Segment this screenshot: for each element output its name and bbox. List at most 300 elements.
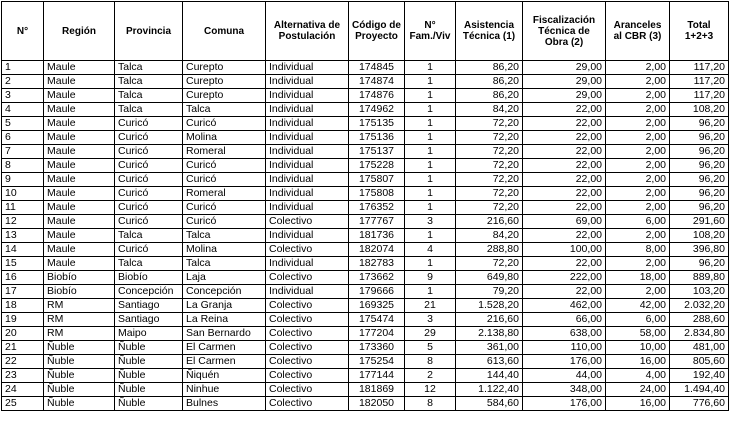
cell-technical-inspection: 29,00 xyxy=(523,61,606,75)
cell-technical-inspection: 22,00 xyxy=(523,117,606,131)
cell-commune: El Carmen xyxy=(183,341,266,355)
table-row xyxy=(2,229,729,243)
cell-technical-inspection: 22,00 xyxy=(523,159,606,173)
cell-commune: Ñiquén xyxy=(183,369,266,383)
table-row xyxy=(2,313,729,327)
cell-cbr-fees: 2,00 xyxy=(606,131,670,145)
cell-commune: Talca xyxy=(183,229,266,243)
cell-cbr-fees: 2,00 xyxy=(606,229,670,243)
cell-row-number: 19 xyxy=(2,313,44,327)
cell-total: 805,60 xyxy=(670,355,729,369)
cell-commune: Ninhue xyxy=(183,383,266,397)
table-row xyxy=(2,355,729,369)
header-technical-assistance: Asistencia Técnica (1) xyxy=(456,2,523,61)
cell-cbr-fees: 2,00 xyxy=(606,257,670,271)
cell-application-type: Individual xyxy=(266,89,349,103)
cell-families: 12 xyxy=(405,383,456,397)
cell-project-code: 177144 xyxy=(349,369,405,383)
table-row xyxy=(2,173,729,187)
cell-technical-inspection: 462,00 xyxy=(523,299,606,313)
cell-commune: Molina xyxy=(183,243,266,257)
cell-province: Talca xyxy=(115,229,183,243)
cell-application-type: Individual xyxy=(266,103,349,117)
header-technical-inspection: Fiscalización Técnica de Obra (2) xyxy=(523,2,606,61)
cell-technical-assistance: 288,80 xyxy=(456,243,523,257)
table-row xyxy=(2,159,729,173)
cell-total: 103,20 xyxy=(670,285,729,299)
cell-commune: Molina xyxy=(183,131,266,145)
header-total: Total 1+2+3 xyxy=(670,2,729,61)
table-body xyxy=(2,61,729,411)
cell-total: 1.494,40 xyxy=(670,383,729,397)
cell-cbr-fees: 16,00 xyxy=(606,355,670,369)
cell-application-type: Colectivo xyxy=(266,313,349,327)
cell-row-number: 13 xyxy=(2,229,44,243)
cell-region: Maule xyxy=(44,75,115,89)
cell-technical-assistance: 361,00 xyxy=(456,341,523,355)
cell-application-type: Individual xyxy=(266,131,349,145)
cell-province: Talca xyxy=(115,61,183,75)
table-row xyxy=(2,397,729,411)
cell-cbr-fees: 2,00 xyxy=(606,159,670,173)
table-row xyxy=(2,131,729,145)
cell-families: 1 xyxy=(405,159,456,173)
header-row xyxy=(2,2,729,61)
cell-families: 1 xyxy=(405,257,456,271)
cell-total: 396,80 xyxy=(670,243,729,257)
cell-commune: Curicó xyxy=(183,159,266,173)
cell-total: 2.834,80 xyxy=(670,327,729,341)
cell-application-type: Colectivo xyxy=(266,327,349,341)
cell-province: Curicó xyxy=(115,145,183,159)
cell-application-type: Colectivo xyxy=(266,369,349,383)
cell-cbr-fees: 2,00 xyxy=(606,173,670,187)
table-row xyxy=(2,75,729,89)
cell-row-number: 25 xyxy=(2,397,44,411)
cell-project-code: 169325 xyxy=(349,299,405,313)
table-row xyxy=(2,327,729,341)
cell-total: 96,20 xyxy=(670,187,729,201)
cell-commune: Curicó xyxy=(183,201,266,215)
cell-row-number: 16 xyxy=(2,271,44,285)
cell-project-code: 175474 xyxy=(349,313,405,327)
cell-project-code: 175254 xyxy=(349,355,405,369)
cell-application-type: Colectivo xyxy=(266,299,349,313)
cell-total: 96,20 xyxy=(670,145,729,159)
table-row xyxy=(2,257,729,271)
cell-technical-assistance: 216,60 xyxy=(456,313,523,327)
cell-application-type: Colectivo xyxy=(266,355,349,369)
cell-families: 8 xyxy=(405,397,456,411)
cell-row-number: 17 xyxy=(2,285,44,299)
cell-region: Biobío xyxy=(44,285,115,299)
cell-province: Santiago xyxy=(115,299,183,313)
cell-project-code: 182783 xyxy=(349,257,405,271)
cell-row-number: 7 xyxy=(2,145,44,159)
cell-technical-inspection: 22,00 xyxy=(523,229,606,243)
cell-region: Maule xyxy=(44,243,115,257)
cell-project-code: 177204 xyxy=(349,327,405,341)
cell-cbr-fees: 42,00 xyxy=(606,299,670,313)
cell-project-code: 174962 xyxy=(349,103,405,117)
cell-total: 96,20 xyxy=(670,117,729,131)
cell-technical-inspection: 638,00 xyxy=(523,327,606,341)
cell-region: Maule xyxy=(44,131,115,145)
cell-commune: Curicó xyxy=(183,173,266,187)
cell-technical-assistance: 79,20 xyxy=(456,285,523,299)
cell-commune: San Bernardo xyxy=(183,327,266,341)
cell-row-number: 1 xyxy=(2,61,44,75)
cell-technical-inspection: 29,00 xyxy=(523,89,606,103)
cell-families: 1 xyxy=(405,89,456,103)
cell-technical-assistance: 84,20 xyxy=(456,103,523,117)
cell-region: Biobío xyxy=(44,271,115,285)
cell-region: Ñuble xyxy=(44,369,115,383)
header-province: Provincia xyxy=(115,2,183,61)
cell-families: 1 xyxy=(405,117,456,131)
cell-project-code: 175807 xyxy=(349,173,405,187)
cell-row-number: 2 xyxy=(2,75,44,89)
table-row xyxy=(2,201,729,215)
cell-province: Ñuble xyxy=(115,341,183,355)
cell-technical-inspection: 69,00 xyxy=(523,215,606,229)
cell-region: Ñuble xyxy=(44,383,115,397)
cell-application-type: Individual xyxy=(266,187,349,201)
cell-province: Curicó xyxy=(115,215,183,229)
header-families: N° Fam./Viv xyxy=(405,2,456,61)
cell-technical-assistance: 72,20 xyxy=(456,173,523,187)
cell-technical-inspection: 22,00 xyxy=(523,257,606,271)
cell-total: 889,80 xyxy=(670,271,729,285)
cell-project-code: 173662 xyxy=(349,271,405,285)
cell-commune: Talca xyxy=(183,257,266,271)
cell-families: 9 xyxy=(405,271,456,285)
cell-cbr-fees: 58,00 xyxy=(606,327,670,341)
cell-province: Talca xyxy=(115,257,183,271)
cell-technical-inspection: 110,00 xyxy=(523,341,606,355)
cell-technical-assistance: 72,20 xyxy=(456,145,523,159)
cell-total: 291,60 xyxy=(670,215,729,229)
cell-technical-assistance: 72,20 xyxy=(456,201,523,215)
cell-project-code: 175136 xyxy=(349,131,405,145)
cell-project-code: 181869 xyxy=(349,383,405,397)
cell-commune: Romeral xyxy=(183,187,266,201)
cell-cbr-fees: 2,00 xyxy=(606,201,670,215)
cell-application-type: Colectivo xyxy=(266,271,349,285)
cell-technical-assistance: 2.138,80 xyxy=(456,327,523,341)
cell-technical-assistance: 86,20 xyxy=(456,61,523,75)
header-cbr-fees: Aranceles al CBR (3) xyxy=(606,2,670,61)
cell-total: 2.032,20 xyxy=(670,299,729,313)
cell-families: 1 xyxy=(405,131,456,145)
cell-cbr-fees: 2,00 xyxy=(606,89,670,103)
cell-row-number: 9 xyxy=(2,173,44,187)
cell-province: Ñuble xyxy=(115,383,183,397)
housing-projects-table xyxy=(1,1,729,411)
cell-technical-inspection: 176,00 xyxy=(523,397,606,411)
cell-technical-inspection: 222,00 xyxy=(523,271,606,285)
cell-region: Ñuble xyxy=(44,341,115,355)
cell-technical-inspection: 348,00 xyxy=(523,383,606,397)
cell-province: Ñuble xyxy=(115,397,183,411)
cell-total: 288,60 xyxy=(670,313,729,327)
cell-commune: Talca xyxy=(183,103,266,117)
cell-province: Curicó xyxy=(115,117,183,131)
cell-application-type: Individual xyxy=(266,159,349,173)
cell-row-number: 12 xyxy=(2,215,44,229)
cell-region: Maule xyxy=(44,201,115,215)
cell-row-number: 15 xyxy=(2,257,44,271)
cell-row-number: 22 xyxy=(2,355,44,369)
cell-row-number: 11 xyxy=(2,201,44,215)
header-project-code: Código de Proyecto xyxy=(349,2,405,61)
cell-region: Maule xyxy=(44,145,115,159)
cell-province: Curicó xyxy=(115,201,183,215)
cell-total: 481,00 xyxy=(670,341,729,355)
cell-application-type: Colectivo xyxy=(266,397,349,411)
cell-province: Maipo xyxy=(115,327,183,341)
cell-total: 96,20 xyxy=(670,173,729,187)
cell-commune: Curepto xyxy=(183,61,266,75)
cell-cbr-fees: 2,00 xyxy=(606,117,670,131)
cell-cbr-fees: 8,00 xyxy=(606,243,670,257)
cell-region: Maule xyxy=(44,187,115,201)
cell-project-code: 175808 xyxy=(349,187,405,201)
table-row xyxy=(2,299,729,313)
table-row xyxy=(2,285,729,299)
cell-region: Maule xyxy=(44,89,115,103)
cell-commune: La Granja xyxy=(183,299,266,313)
cell-total: 108,20 xyxy=(670,103,729,117)
cell-technical-inspection: 22,00 xyxy=(523,145,606,159)
table-row xyxy=(2,215,729,229)
cell-row-number: 24 xyxy=(2,383,44,397)
table-row xyxy=(2,89,729,103)
cell-project-code: 175137 xyxy=(349,145,405,159)
cell-application-type: Individual xyxy=(266,201,349,215)
table-row xyxy=(2,369,729,383)
cell-province: Santiago xyxy=(115,313,183,327)
table-row xyxy=(2,61,729,75)
cell-application-type: Colectivo xyxy=(266,341,349,355)
cell-technical-assistance: 613,60 xyxy=(456,355,523,369)
cell-application-type: Individual xyxy=(266,75,349,89)
cell-commune: Romeral xyxy=(183,145,266,159)
cell-row-number: 3 xyxy=(2,89,44,103)
cell-families: 8 xyxy=(405,355,456,369)
cell-project-code: 175228 xyxy=(349,159,405,173)
cell-application-type: Individual xyxy=(266,117,349,131)
cell-province: Curicó xyxy=(115,187,183,201)
cell-technical-inspection: 22,00 xyxy=(523,173,606,187)
cell-technical-inspection: 22,00 xyxy=(523,187,606,201)
cell-row-number: 14 xyxy=(2,243,44,257)
cell-project-code: 174876 xyxy=(349,89,405,103)
cell-application-type: Individual xyxy=(266,257,349,271)
cell-province: Biobío xyxy=(115,271,183,285)
cell-total: 96,20 xyxy=(670,201,729,215)
cell-province: Curicó xyxy=(115,243,183,257)
cell-technical-inspection: 100,00 xyxy=(523,243,606,257)
cell-commune: Curicó xyxy=(183,117,266,131)
table-row xyxy=(2,117,729,131)
cell-region: Maule xyxy=(44,103,115,117)
cell-cbr-fees: 2,00 xyxy=(606,61,670,75)
cell-technical-inspection: 22,00 xyxy=(523,131,606,145)
cell-row-number: 4 xyxy=(2,103,44,117)
cell-technical-assistance: 72,20 xyxy=(456,159,523,173)
cell-families: 1 xyxy=(405,229,456,243)
cell-technical-assistance: 144,40 xyxy=(456,369,523,383)
cell-row-number: 6 xyxy=(2,131,44,145)
cell-region: RM xyxy=(44,299,115,313)
cell-region: Maule xyxy=(44,215,115,229)
cell-application-type: Colectivo xyxy=(266,383,349,397)
cell-region: Ñuble xyxy=(44,397,115,411)
cell-province: Curicó xyxy=(115,131,183,145)
cell-region: Ñuble xyxy=(44,355,115,369)
cell-application-type: Colectivo xyxy=(266,215,349,229)
cell-technical-inspection: 22,00 xyxy=(523,103,606,117)
cell-province: Ñuble xyxy=(115,355,183,369)
cell-commune: Curicó xyxy=(183,215,266,229)
cell-application-type: Individual xyxy=(266,229,349,243)
cell-technical-assistance: 584,60 xyxy=(456,397,523,411)
cell-cbr-fees: 10,00 xyxy=(606,341,670,355)
cell-region: Maule xyxy=(44,117,115,131)
cell-project-code: 174845 xyxy=(349,61,405,75)
cell-cbr-fees: 6,00 xyxy=(606,215,670,229)
cell-project-code: 181736 xyxy=(349,229,405,243)
header-number: N° xyxy=(2,2,44,61)
cell-commune: Concepción xyxy=(183,285,266,299)
cell-application-type: Individual xyxy=(266,173,349,187)
cell-families: 3 xyxy=(405,313,456,327)
cell-province: Talca xyxy=(115,103,183,117)
table-row xyxy=(2,187,729,201)
cell-application-type: Individual xyxy=(266,61,349,75)
cell-project-code: 182074 xyxy=(349,243,405,257)
cell-row-number: 23 xyxy=(2,369,44,383)
cell-total: 96,20 xyxy=(670,257,729,271)
cell-project-code: 175135 xyxy=(349,117,405,131)
cell-technical-assistance: 216,60 xyxy=(456,215,523,229)
cell-province: Talca xyxy=(115,89,183,103)
cell-region: RM xyxy=(44,327,115,341)
cell-region: Maule xyxy=(44,159,115,173)
cell-families: 5 xyxy=(405,341,456,355)
table-row xyxy=(2,145,729,159)
cell-project-code: 176352 xyxy=(349,201,405,215)
cell-cbr-fees: 2,00 xyxy=(606,285,670,299)
cell-project-code: 179666 xyxy=(349,285,405,299)
cell-commune: Laja xyxy=(183,271,266,285)
cell-row-number: 8 xyxy=(2,159,44,173)
cell-row-number: 20 xyxy=(2,327,44,341)
cell-technical-assistance: 1.528,20 xyxy=(456,299,523,313)
cell-families: 2 xyxy=(405,369,456,383)
cell-families: 1 xyxy=(405,75,456,89)
cell-total: 96,20 xyxy=(670,159,729,173)
cell-technical-inspection: 22,00 xyxy=(523,285,606,299)
cell-province: Curicó xyxy=(115,159,183,173)
cell-cbr-fees: 2,00 xyxy=(606,103,670,117)
cell-families: 3 xyxy=(405,215,456,229)
cell-technical-assistance: 86,20 xyxy=(456,75,523,89)
cell-total: 108,20 xyxy=(670,229,729,243)
cell-commune: La Reina xyxy=(183,313,266,327)
cell-total: 96,20 xyxy=(670,131,729,145)
cell-cbr-fees: 6,00 xyxy=(606,313,670,327)
table-row xyxy=(2,383,729,397)
header-commune: Comuna xyxy=(183,2,266,61)
cell-families: 1 xyxy=(405,173,456,187)
cell-cbr-fees: 24,00 xyxy=(606,383,670,397)
cell-region: Maule xyxy=(44,173,115,187)
table-row xyxy=(2,243,729,257)
cell-families: 1 xyxy=(405,285,456,299)
table-row xyxy=(2,271,729,285)
cell-families: 4 xyxy=(405,243,456,257)
cell-technical-inspection: 29,00 xyxy=(523,75,606,89)
cell-region: RM xyxy=(44,313,115,327)
cell-families: 29 xyxy=(405,327,456,341)
cell-total: 117,20 xyxy=(670,89,729,103)
cell-cbr-fees: 16,00 xyxy=(606,397,670,411)
cell-families: 1 xyxy=(405,61,456,75)
cell-province: Ñuble xyxy=(115,369,183,383)
cell-row-number: 21 xyxy=(2,341,44,355)
cell-technical-assistance: 84,20 xyxy=(456,229,523,243)
cell-commune: Curepto xyxy=(183,75,266,89)
cell-technical-assistance: 86,20 xyxy=(456,89,523,103)
cell-total: 776,60 xyxy=(670,397,729,411)
table-row xyxy=(2,103,729,117)
cell-project-code: 174874 xyxy=(349,75,405,89)
cell-technical-assistance: 72,20 xyxy=(456,131,523,145)
cell-cbr-fees: 2,00 xyxy=(606,145,670,159)
cell-total: 192,40 xyxy=(670,369,729,383)
cell-families: 1 xyxy=(405,201,456,215)
cell-application-type: Colectivo xyxy=(266,243,349,257)
cell-project-code: 177767 xyxy=(349,215,405,229)
cell-row-number: 5 xyxy=(2,117,44,131)
cell-technical-assistance: 1.122,40 xyxy=(456,383,523,397)
cell-commune: El Carmen xyxy=(183,355,266,369)
cell-technical-assistance: 72,20 xyxy=(456,187,523,201)
cell-technical-assistance: 72,20 xyxy=(456,257,523,271)
cell-province: Curicó xyxy=(115,173,183,187)
cell-region: Maule xyxy=(44,257,115,271)
cell-row-number: 18 xyxy=(2,299,44,313)
cell-technical-assistance: 649,80 xyxy=(456,271,523,285)
cell-cbr-fees: 4,00 xyxy=(606,369,670,383)
cell-commune: Curepto xyxy=(183,89,266,103)
cell-province: Concepción xyxy=(115,285,183,299)
header-application-type: Alternativa de Postulación xyxy=(266,2,349,61)
cell-project-code: 182050 xyxy=(349,397,405,411)
cell-technical-inspection: 66,00 xyxy=(523,313,606,327)
cell-cbr-fees: 2,00 xyxy=(606,187,670,201)
cell-application-type: Individual xyxy=(266,145,349,159)
cell-total: 117,20 xyxy=(670,61,729,75)
cell-cbr-fees: 18,00 xyxy=(606,271,670,285)
cell-technical-inspection: 44,00 xyxy=(523,369,606,383)
cell-technical-inspection: 22,00 xyxy=(523,201,606,215)
cell-region: Maule xyxy=(44,229,115,243)
table-row xyxy=(2,341,729,355)
cell-technical-inspection: 176,00 xyxy=(523,355,606,369)
